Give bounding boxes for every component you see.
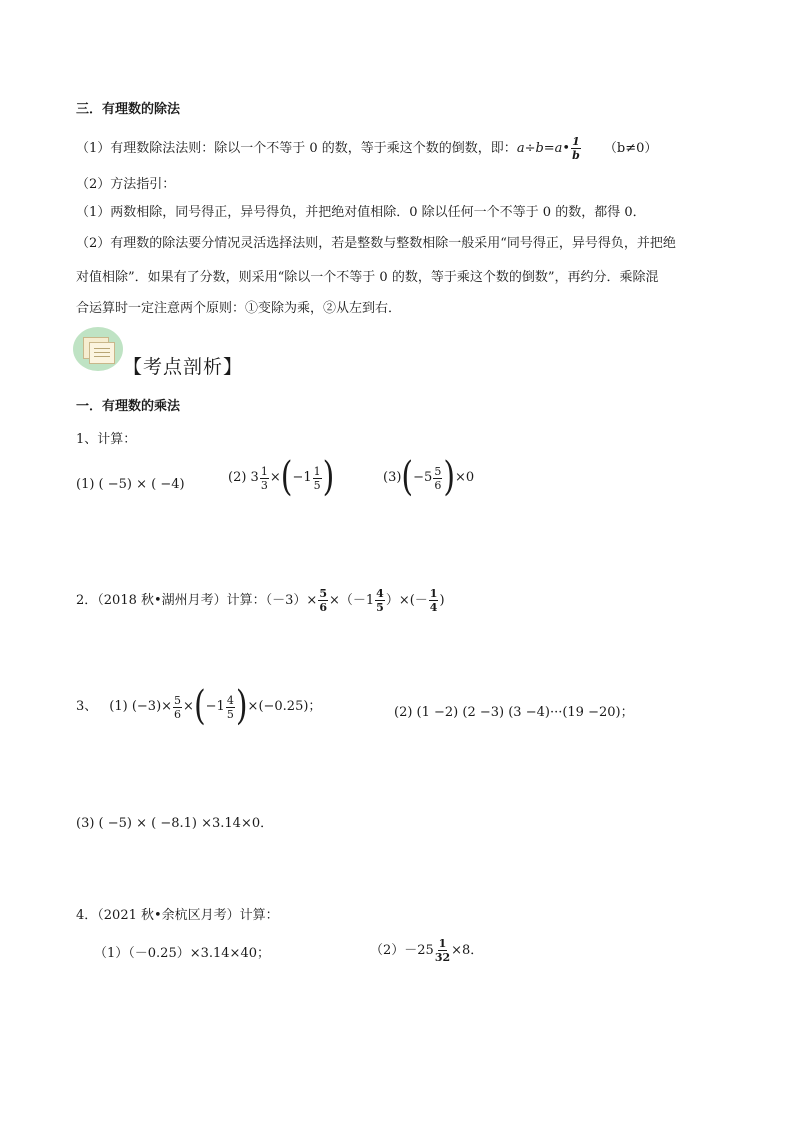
division-rule: （1）有理数除法法则：除以一个不等于 0 的数，等于乘这个数的倒数，即：a÷b=a• $\frac{1}{b}$ （b≠0） (76, 135, 658, 162)
q4-label: 4．（2021 秋•余杭区月考）计算： (76, 908, 279, 923)
q4-b: （2）－25 $\frac{1}{32}$ ×8． (370, 937, 484, 964)
method-point-2-line3: 合运算时一定注意两个原则：①变除为乘，②从左到右． (76, 301, 402, 316)
q3-b: (2) (1 −2) (2 −3) (3 −4)···(19 −20)； (394, 705, 634, 720)
method-point-1: （1）两数相除，同号得正，异号得负，并把绝对值相除．0 除以任何一个不等于 0 的数，都得 0． (76, 205, 646, 220)
analysis-title: 【考点剖析】 (123, 356, 244, 378)
part-heading: 一．有理数的乘法 (76, 399, 181, 414)
section-heading: 三．有理数的除法 (76, 102, 181, 117)
rule-formula: a÷b=a• (516, 140, 571, 156)
method-point-2-line1: （2）有理数的除法要分情况灵活选择法则，若是整数与整数相除一般采用“同号得正，异号得负，并把绝 (76, 236, 676, 251)
q3-a: 3、 (1) (−3)× $\frac{5}{6}$ ×(−1 $\frac{4}{5}$ )×(−0.25)； (76, 682, 322, 730)
q1-c: (3)(−5 $\frac{5}{6}$ )×0 (383, 453, 475, 501)
rule-fraction: $\frac{1}{b}$ (572, 135, 580, 162)
method-title: （2）方法指引： (76, 177, 176, 192)
document-icon (73, 327, 123, 371)
q4-a: （1）（－0.25）×3.14×40； (94, 946, 270, 961)
method-point-2-line2: 对值相除”．如果有了分数，则采用“除以一个不等于 0 的数，等于乘这个数的倒数”，再约分．乘除混 (76, 270, 659, 285)
q1-a: (1) ( −5) × ( −4) (76, 477, 185, 492)
q3-c: (3) ( −5) × ( −8.1) ×3.14×0． (76, 816, 274, 831)
q1-label: 1、计算： (76, 432, 137, 447)
q1-b: (2) 3 $\frac{1}{3}$ ×(−1 $\frac{1}{5}$ ) (228, 453, 335, 501)
q2: 2．（2018 秋•湖州月考）计算：（－3）× $\frac{5}{6}$ ×（－1 $\frac{4}{5}$ ）×(－ $\frac{1}{4}$ ) (76, 587, 445, 614)
rule-condition: （b≠0） (603, 140, 658, 156)
